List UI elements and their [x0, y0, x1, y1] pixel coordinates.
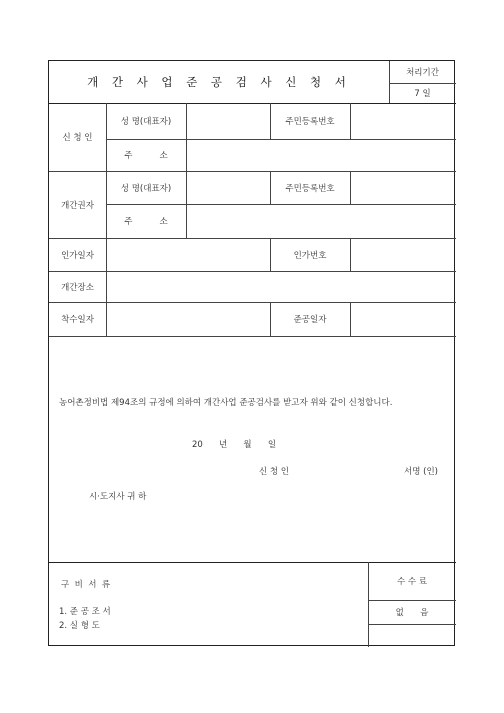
date-line: 20 년 월 일: [191, 440, 277, 450]
documents-header: 구 비 서 류: [61, 579, 111, 590]
signer-label: 신 청 인: [258, 467, 290, 477]
right-holder-name-field[interactable]: [186, 171, 270, 204]
applicant-address-field[interactable]: [186, 139, 456, 171]
application-statement: 농어촌정비법 제94조의 규정에 의하여 개간사업 준공검사를 받고자 위와 같이 신청합니다.: [59, 398, 393, 408]
divider: [49, 336, 456, 337]
start-date-label: 착수일자: [61, 315, 94, 325]
right-holder-name-label: 성 명(대표자): [120, 183, 172, 194]
permit-number-field[interactable]: [350, 238, 456, 271]
start-date-field[interactable]: [106, 302, 270, 336]
right-holder-id-label: 주민등록번호: [285, 183, 335, 194]
applicant-id-field[interactable]: [350, 103, 456, 139]
applicant-address-label: 주 소: [124, 151, 168, 161]
permit-date-field[interactable]: [106, 238, 270, 271]
right-holder-address-field[interactable]: [186, 204, 456, 238]
signature-field[interactable]: 서명 (인): [404, 467, 438, 477]
processing-period-label: 처리기간: [406, 68, 439, 78]
applicant-name-field[interactable]: [186, 103, 270, 139]
completion-date-label: 준공일자: [293, 315, 327, 325]
site-label: 개간장소: [61, 282, 94, 293]
permit-number-label: 인가번호: [293, 250, 327, 261]
applicant-id-label: 주민등록번호: [285, 117, 335, 127]
processing-period-value: 7 일: [414, 89, 431, 99]
fee-value: 없 음: [395, 608, 429, 618]
completion-date-field[interactable]: [350, 302, 456, 336]
applicant-name-label: 성 명(대표자): [120, 117, 172, 127]
document-item: 1. 준 공 조 서: [59, 607, 111, 617]
recipient: 시·도지사 귀 하: [89, 492, 147, 502]
right-holder-id-field[interactable]: [350, 171, 456, 204]
application-form: [48, 60, 455, 646]
fee-header: 수 수 료: [396, 577, 428, 587]
right-holder-label: 개간권자: [61, 200, 94, 211]
permit-date-label: 인가일자: [61, 250, 94, 261]
applicant-label: 신 청 인: [62, 133, 93, 143]
document-item: 2. 실 형 도: [59, 621, 100, 631]
right-holder-address-label: 주 소: [124, 217, 168, 227]
form-title: 개 간 사 업 준 공 검 사 신 청 서: [87, 75, 351, 89]
divider: [368, 624, 456, 625]
site-field[interactable]: [106, 271, 456, 302]
